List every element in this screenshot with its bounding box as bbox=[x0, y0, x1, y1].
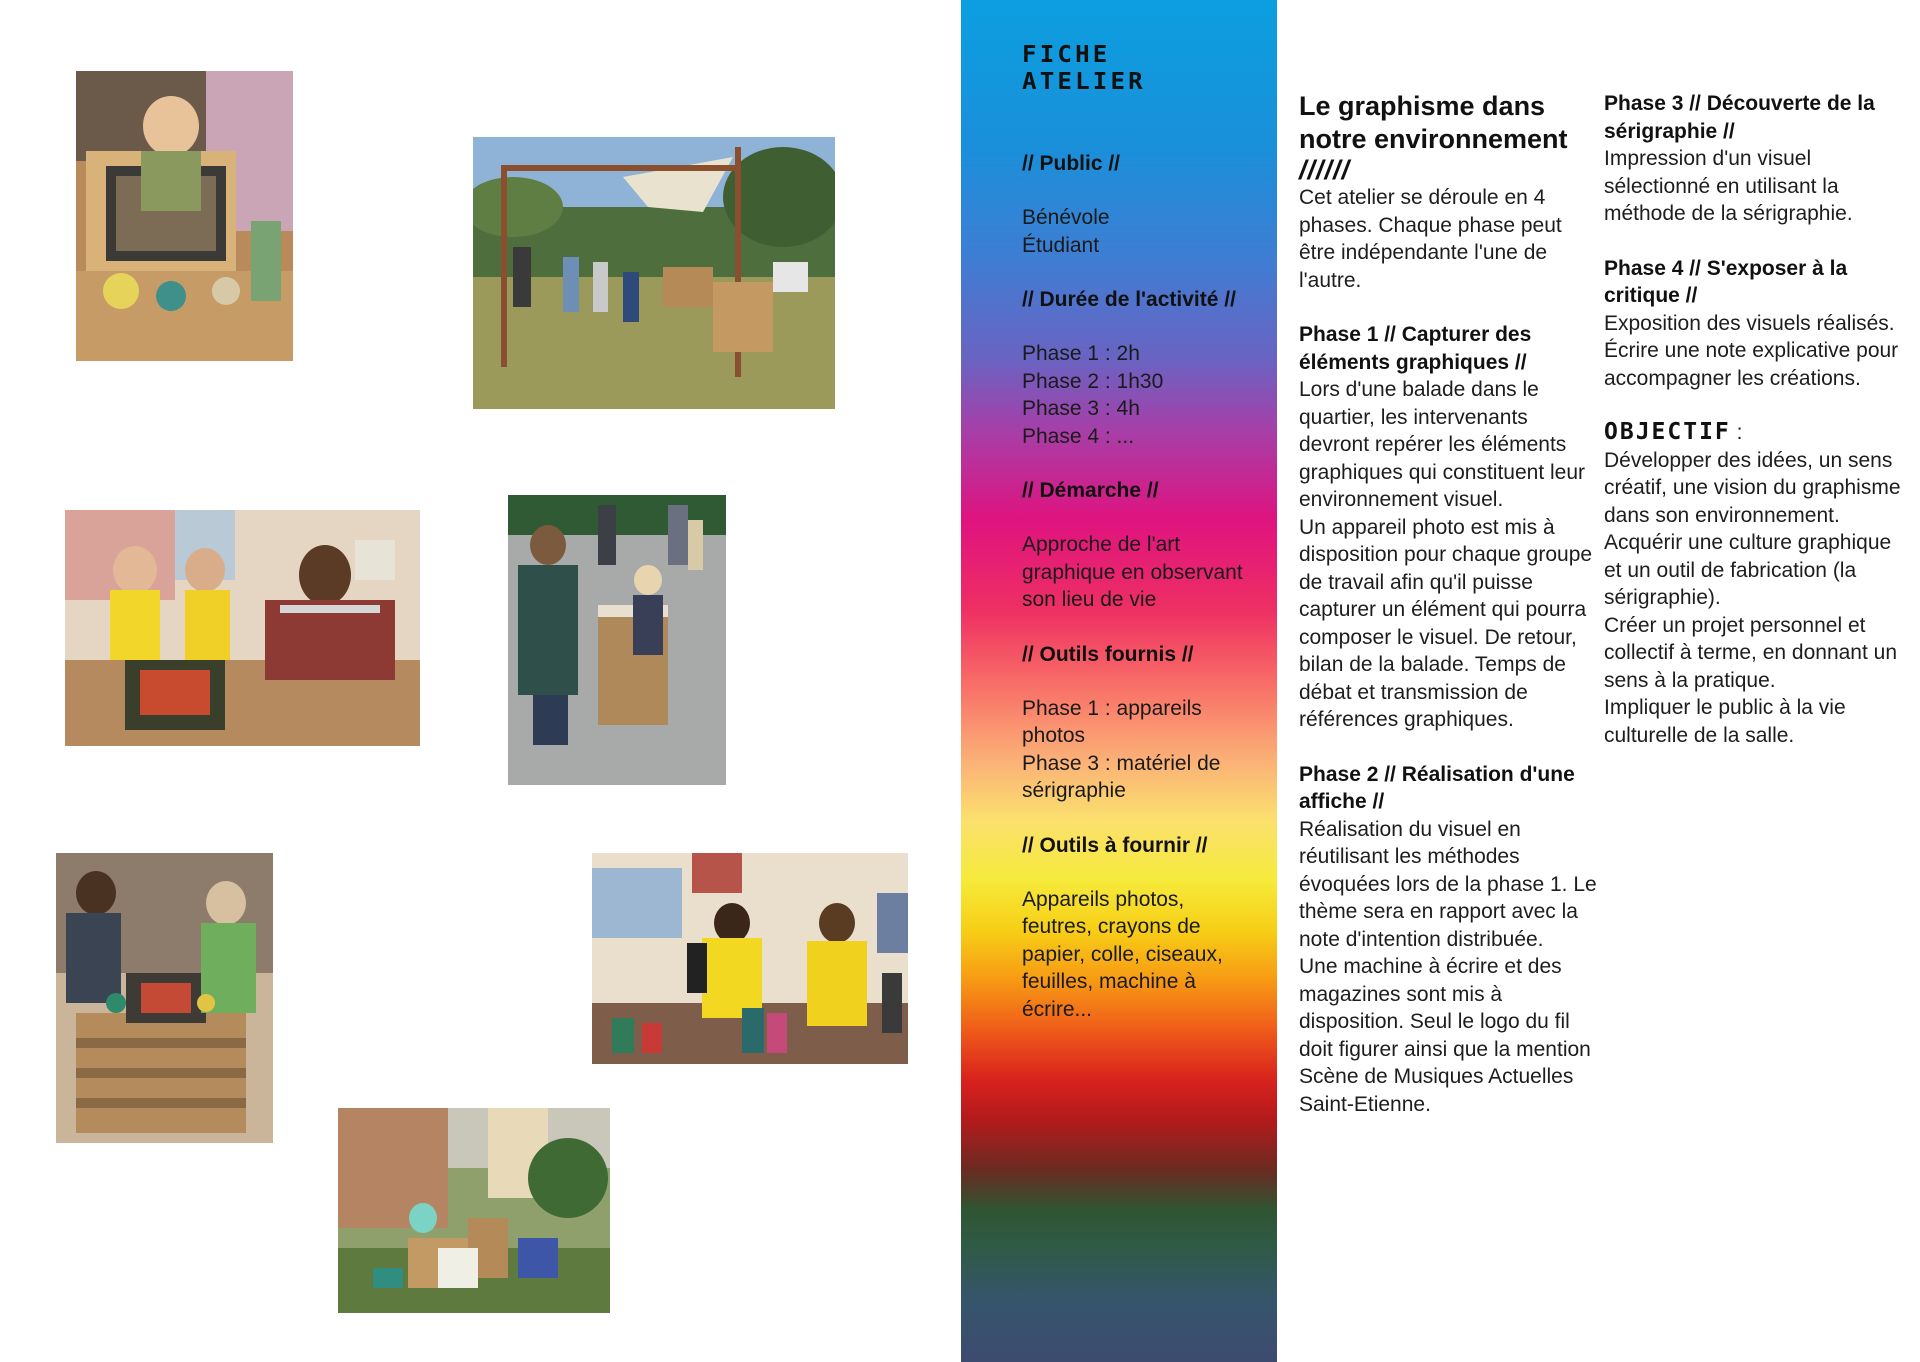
photo-street-pallet-stand bbox=[508, 495, 726, 785]
logo-line-1: FICHE bbox=[1022, 42, 1111, 68]
photo-group-around-pallet-table bbox=[56, 853, 273, 1143]
objectif-text: Développer des idées, un sens créatif, une vision du graphisme dans son environnement. Acquérir une culture graphique et un outil de fabrication (la sérigraphie). Créer un projet personnel et collectif à terme, en donnant un sens à la pratique. Impliquer le public à la vie culturelle de la salle. bbox=[1604, 448, 1901, 747]
photo-child-screenprinting-wooden-table bbox=[76, 71, 293, 361]
duree-section bbox=[1022, 286, 1257, 450]
title-slashes: ////// bbox=[1299, 155, 1351, 185]
outils-a-fournir-section bbox=[1022, 832, 1257, 1024]
photo-outdoor-pallet-workshop bbox=[473, 137, 835, 409]
demarche-heading: // Démarche // bbox=[1022, 479, 1159, 502]
demarche-section bbox=[1022, 477, 1257, 614]
main-column-1 bbox=[1299, 90, 1599, 1118]
photo-two-kids-yellow-aprons bbox=[592, 853, 908, 1064]
duree-heading: // Durée de l'activité // bbox=[1022, 288, 1236, 311]
objectif-colon: : bbox=[1730, 421, 1743, 444]
photo-garden-pallets bbox=[338, 1108, 610, 1313]
sidebar-info bbox=[1022, 150, 1257, 1050]
outils-fournis-section bbox=[1022, 641, 1257, 805]
phase2-text: Réalisation du visuel en réutilisant les méthodes évoquées lors de la phase 1. Le thème sera en rapport avec la note d'intention distribuée. Une machine à écrire et des magazines sont mis à disposition. Seul le logo du fil doit figurer ainsi que la mention Scène de Musiques Actuelles Saint-Etienne. bbox=[1299, 817, 1597, 1116]
outils-fournis-heading: // Outils fournis // bbox=[1022, 642, 1194, 666]
phase1-text: Lors d'une balade dans le quartier, les intervenants devront repérer les éléments graphiques qui constituent leur environnement visuel. Un appareil photo est mis à disposition pour chaque groupe de travail afin qu'il puisse capturer un élément qui pourra composer le visuel. De retour, bilan de la balade. Temps de débat et transmission de références graphiques. bbox=[1299, 378, 1593, 731]
objectif-heading bbox=[1604, 419, 1904, 447]
public-heading: // Public // bbox=[1022, 152, 1121, 175]
public-text: Bénévole Étudiant bbox=[1022, 206, 1110, 257]
outils-a-fournir-text: Appareils photos, feutres, crayons de papier, colle, ciseaux, feuilles, machine à écrire... bbox=[1022, 887, 1223, 1021]
phase2-heading: Phase 2 // Réalisation d'une affiche // bbox=[1299, 762, 1575, 813]
duree-text: Phase 1 : 2h Phase 2 : 1h30 Phase 3 : 4h Phase 4 : ... bbox=[1022, 342, 1164, 448]
objectif-label: OBJECTIF bbox=[1604, 419, 1731, 445]
main-column-2 bbox=[1604, 90, 1904, 749]
demarche-text: Approche de l'art graphique en observant son lieu de vie bbox=[1022, 533, 1243, 611]
photo-children-printing-with-adult bbox=[65, 510, 420, 746]
phase1-heading: Phase 1 // Capturer des éléments graphiques // bbox=[1299, 323, 1532, 374]
page-title: Le graphisme dans notre environnement bbox=[1299, 91, 1568, 154]
public-section bbox=[1022, 150, 1257, 259]
logo-line-2: ATELIER bbox=[1022, 69, 1146, 95]
outils-a-fournir-heading: // Outils à fournir // bbox=[1022, 833, 1208, 857]
intro-text: Cet atelier se déroule en 4 phases. Chaque phase peut être indépendante l'une de l'autre. bbox=[1299, 186, 1562, 292]
phase4-text: Exposition des visuels réalisés. Écrire une note explicative pour accompagner les créations. bbox=[1604, 311, 1899, 390]
fiche-atelier-logo bbox=[1022, 42, 1182, 96]
phase3-heading: Phase 3 // Découverte de la sérigraphie // bbox=[1604, 92, 1875, 143]
phase4-heading: Phase 4 // S'exposer à la critique // bbox=[1604, 256, 1848, 307]
phase3-text: Impression d'un visuel sélectionné en utilisant la méthode de la sérigraphie. bbox=[1604, 147, 1853, 225]
outils-fournis-text: Phase 1 : appareils photos Phase 3 : matériel de sérigraphie bbox=[1022, 696, 1221, 802]
